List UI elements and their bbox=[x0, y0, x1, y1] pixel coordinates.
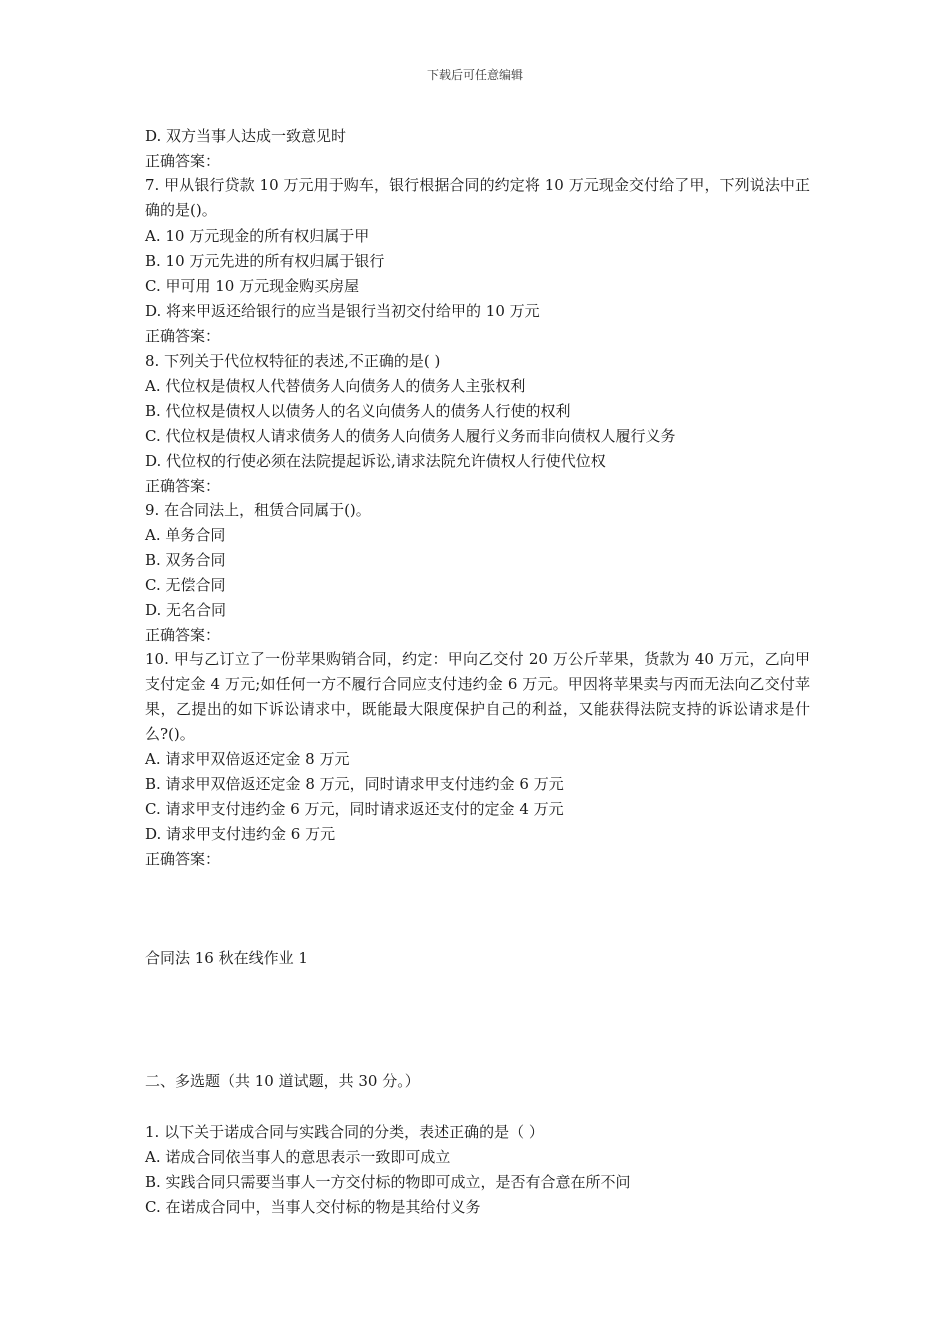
mq1-stem: 1. 以下关于诺成合同与实践合同的分类，表述正确的是（ ） bbox=[145, 1123, 544, 1141]
q9-answer-label: 正确答案： bbox=[145, 626, 221, 644]
q6-answer-label: 正确答案： bbox=[145, 152, 221, 170]
page-header: 下载后可任意编辑 bbox=[426, 68, 523, 82]
q7-option-c: C. 甲可用 10 万元现金购买房屋 bbox=[145, 277, 360, 295]
q7-answer-label: 正确答案： bbox=[145, 327, 221, 345]
q8-option-a: A. 代位权是债权人代替债务人向债务人的债务人主张权利 bbox=[145, 377, 526, 395]
mq1-option-b: B. 实践合同只需要当事人一方交付标的物即可成立，是否有合意在所不问 bbox=[145, 1173, 631, 1191]
mq1-option-c: C. 在诺成合同中，当事人交付标的物是其给付义务 bbox=[145, 1198, 481, 1216]
mq1-option-a: A. 诺成合同依当事人的意思表示一致即可成立 bbox=[145, 1148, 451, 1166]
q7-option-d: D. 将来甲返还给银行的应当是银行当初交付给甲的 10 万元 bbox=[145, 302, 540, 320]
q10-option-c: C. 请求甲支付违约金 6 万元，同时请求返还支付的定金 4 万元 bbox=[145, 800, 564, 818]
q9-option-c: C. 无偿合同 bbox=[145, 576, 226, 594]
q10-option-a: A. 请求甲双倍返还定金 8 万元 bbox=[145, 750, 350, 768]
q6-option-d: D. 双方当事人达成一致意见时 bbox=[145, 127, 347, 145]
q7-stem: 7. 甲从银行贷款 10 万元用于购车，银行根据合同的约定将 10 万元现金交付给了甲，下列说法中正确的是()。 bbox=[145, 176, 810, 219]
q8-option-c: C. 代位权是债权人请求债务人的债务人向债务人履行义务而非向债权人履行义务 bbox=[145, 427, 676, 445]
q7-option-a: A. 10 万元现金的所有权归属于甲 bbox=[145, 227, 370, 245]
q9-stem: 9. 在合同法上，租赁合同属于()。 bbox=[145, 501, 371, 519]
q8-option-b: B. 代位权是债权人以债务人的名义向债务人的债务人行使的权利 bbox=[145, 402, 571, 420]
q8-stem: 8. 下列关于代位权特征的表述,不正确的是( ) bbox=[145, 352, 441, 370]
q9-option-b: B. 双务合同 bbox=[145, 551, 226, 569]
section-heading: 二、多选题（共 10 道试题，共 30 分。） bbox=[145, 1072, 420, 1090]
q10-stem: 10. 甲与乙订立了一份苹果购销合同，约定：甲向乙交付 20 万公斤苹果，货款为 40 万元，乙向甲支付定金 4 万元;如任何一方不履行合同应支付违约金 6 万元。甲因将苹果卖与丙而无法向乙交付苹果，乙提出的如下诉讼请求中，既能最大限度保护自己的利益，又能获得法院支持的诉讼请求是什么?()。 bbox=[145, 650, 810, 743]
section-title: 合同法 16 秋在线作业 1 bbox=[145, 949, 308, 967]
q8-option-d: D. 代位权的行使必须在法院提起诉讼,请求法院允许债权人行使代位权 bbox=[145, 452, 606, 470]
q9-option-a: A. 单务合同 bbox=[145, 526, 226, 544]
q10-option-b: B. 请求甲双倍返还定金 8 万元，同时请求甲支付违约金 6 万元 bbox=[145, 775, 564, 793]
q10-answer-label: 正确答案： bbox=[145, 850, 221, 868]
q7-option-b: B. 10 万元先进的所有权归属于银行 bbox=[145, 252, 385, 270]
q9-option-d: D. 无名合同 bbox=[145, 601, 227, 619]
q8-answer-label: 正确答案： bbox=[145, 477, 221, 495]
q10-option-d: D. 请求甲支付违约金 6 万元 bbox=[145, 825, 336, 843]
